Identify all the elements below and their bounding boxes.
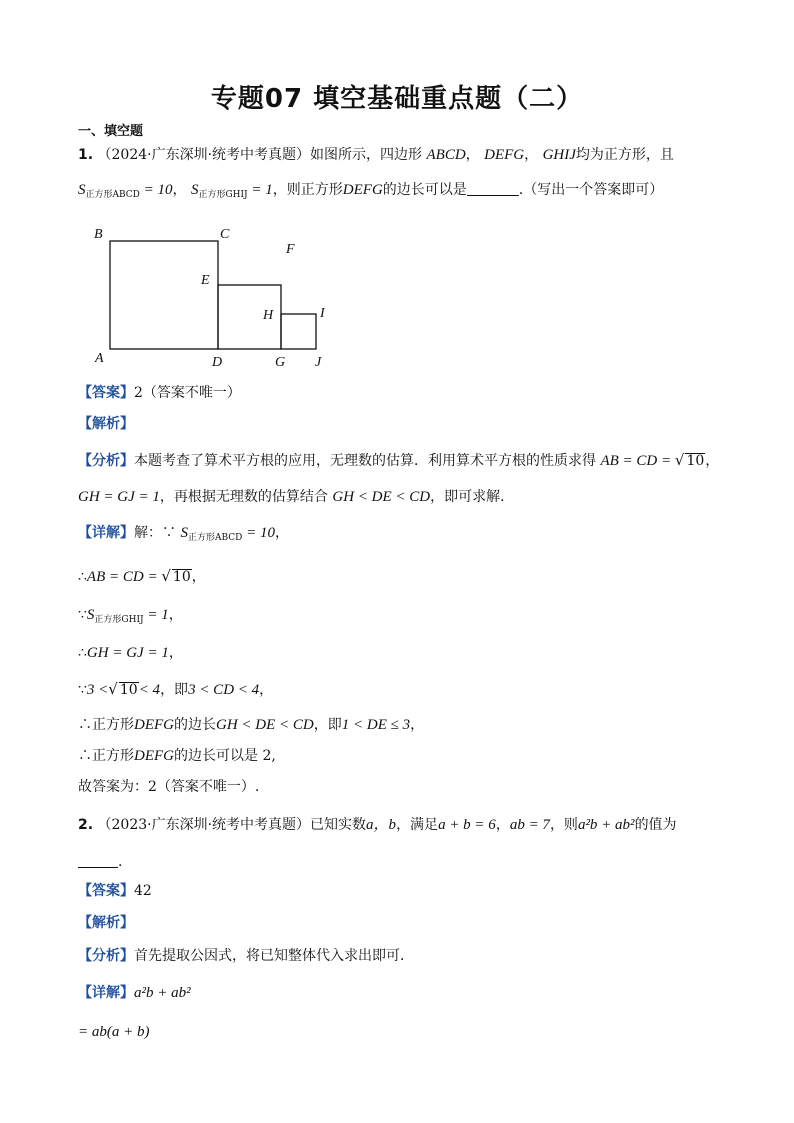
analysis-2-tag: 【解析】 (78, 915, 134, 931)
question-1-line-2: $S_{正方形ABCD} = 10$， $S_{正方形GHIJ} = 1$，则正方形DEFG的边长可以是 .（写出一个答案即可） (78, 182, 664, 200)
detail-1-step-3: $\because S_{正方形GHIJ} = 1$， (78, 607, 183, 625)
label-j: J (315, 355, 322, 370)
detail-1-step-2: ∴AB = CD = √ 10， (78, 567, 206, 585)
detail-2-step-2: = ab(a + b) (78, 1024, 150, 1040)
detail-1-step-5: ∵3 <√ 10< 4，即3 < CD < 4， (78, 680, 274, 698)
squares-figure (85, 225, 345, 375)
question-number: 1. (78, 147, 94, 163)
detail-1-step-4: ∴GH = GJ = 1， (78, 645, 183, 661)
detail-1-step-1: 【详解】解：∵ $S_{正方形ABCD} = 10$， (78, 525, 289, 543)
question-source: （2023·广东深圳·统考中考真题） (97, 817, 311, 833)
answer-blank (467, 181, 519, 196)
analysis-2-line: 【分析】首先提取公因式，将已知整体代入求出即可． (78, 948, 414, 964)
answer-1: 【答案】2（答案不唯一） (78, 385, 241, 401)
question-2-line-2: . (78, 852, 122, 872)
label-i: I (320, 306, 325, 321)
label-b: B (94, 227, 103, 242)
label-c: C (220, 227, 230, 242)
analysis-1-line-2: GH = GJ = 1，再根据无理数的估算结合 GH < DE < CD，即可求解． (78, 489, 515, 505)
question-1-line-1: 1. （2024·广东深圳·统考中考真题）如图所示，四边形 ABCD， DEFG， GHIJ均为正方形，且 (78, 147, 674, 163)
question-number: 2. (78, 817, 94, 833)
answer-blank (78, 853, 118, 868)
detail-1-step-6: ∴正方形DEFG的边长GH < DE < CD，即1 < DE ≤ 3， (78, 717, 425, 733)
label-d: D (212, 355, 223, 370)
answer-2: 【答案】42 (78, 883, 152, 899)
detail-1-conclusion: 故答案为：2（答案不唯一）. (78, 779, 260, 795)
label-e: E (201, 273, 210, 288)
question-2-line-1: 2. （2023·广东深圳·统考中考真题）已知实数a，b，满足a + b = 6，ab = 7，则a²b + ab²的值为 (78, 817, 677, 833)
analysis-1-tag: 【解析】 (78, 416, 134, 432)
detail-2-step-1: 【详解】a²b + ab² (78, 985, 191, 1001)
square-abcd (110, 241, 218, 349)
label-h: H (263, 308, 274, 323)
page-title: 专题07 填空基础重点题（二） (210, 84, 584, 114)
label-g: G (275, 355, 286, 370)
detail-1-step-7: ∴正方形DEFG的边长可以是 2, (78, 748, 276, 764)
section-heading: 一、填空题 (78, 124, 144, 139)
label-a: A (95, 351, 104, 366)
question-source: （2024·广东深圳·统考中考真题） (97, 147, 311, 163)
analysis-1-line-1: 【分析】本题考查了算术平方根的应用，无理数的估算．利用算术平方根的性质求得 AB = CD = √ 10， (78, 451, 720, 469)
square-ghij (281, 314, 316, 349)
label-f: F (286, 242, 295, 257)
